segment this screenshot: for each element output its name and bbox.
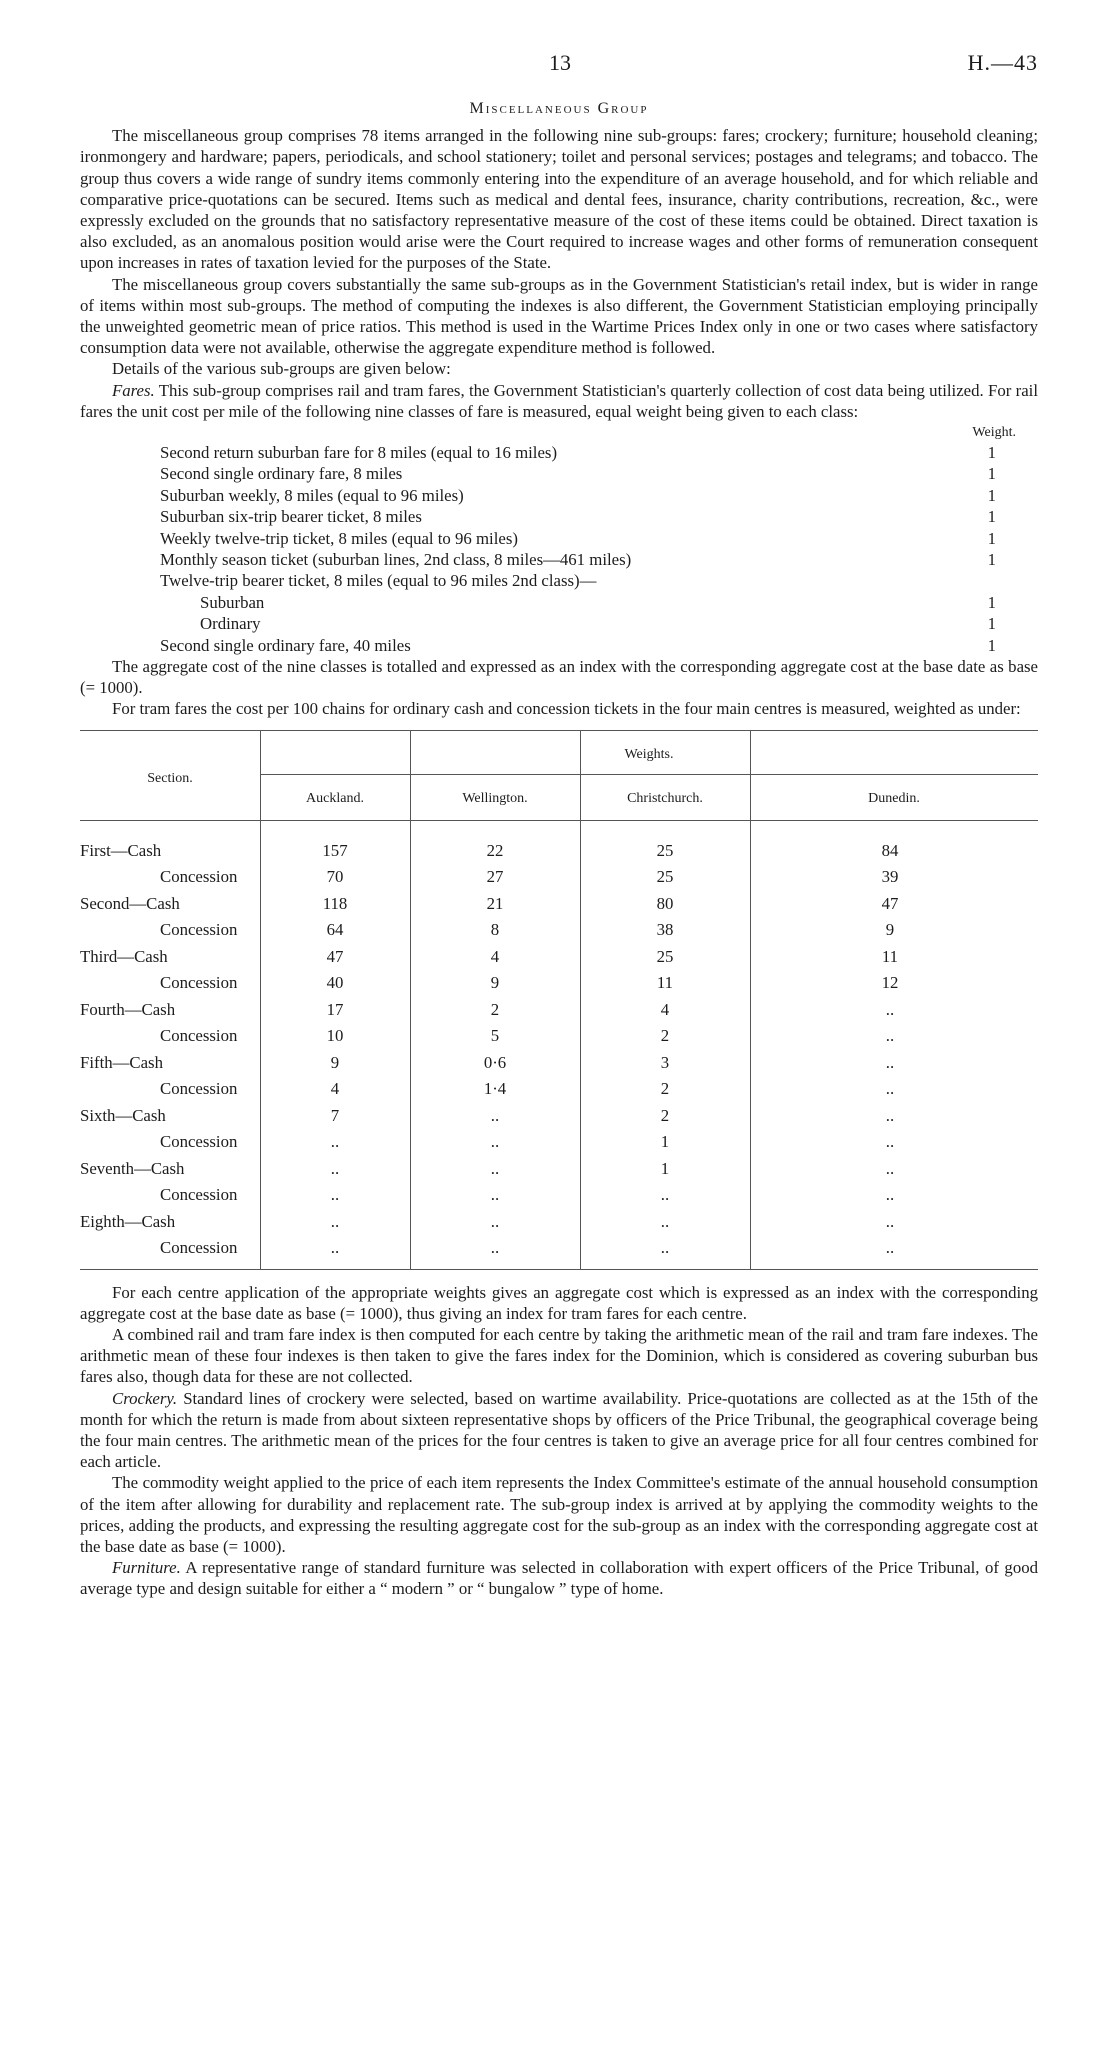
fare-class-weight: 1 (987, 550, 996, 569)
weight-cell: 5 (490, 1026, 500, 1046)
fare-class-weight: 1 (987, 528, 996, 548)
section-label: Seventh—Cash (80, 1158, 185, 1178)
weight-cell: 17 (326, 999, 344, 1019)
furniture-heading: Furniture. (112, 1558, 181, 1578)
weight-cell: .. (330, 1132, 340, 1152)
weight-cell: 8 (490, 920, 500, 940)
fare-class-weight: 1 (987, 614, 996, 634)
table-row (80, 1105, 1038, 1126)
fare-class-label: Suburban weekly, 8 miles (equal to 96 miles) (160, 485, 464, 505)
weight-cell: .. (885, 1211, 895, 1231)
weight-cell: .. (885, 1185, 895, 1205)
document-page (80, 0, 1038, 1600)
fare-class-row (80, 463, 1038, 484)
section-label: Fourth—Cash (80, 999, 176, 1019)
weight-cell: 47 (881, 893, 899, 913)
weight-cell: .. (660, 1211, 670, 1231)
table-row (80, 1131, 1038, 1152)
weight-cell: 40 (326, 973, 344, 993)
body-paragraph: A combined rail and tram fare index is then computed for each centre by taking the arithmetic mean of the rail and tram fare indexes. The arithmetic mean of these four indexes is then taken to give the fares index for the Dominion, which is considered as covering suburban bus fares also, though data for these are not collected. (80, 1324, 1038, 1387)
weight-cell: 11 (881, 946, 899, 966)
fare-class-label: Second single ordinary fare, 8 miles (160, 464, 403, 484)
fare-class-row (80, 528, 1038, 549)
fares-text: This sub-group comprises rail and tram fares, the Government Statistician's quarterly collection of cost data being utilized. For rail fares the unit cost per mile of the following nine classes of fare is measured, equal weight being given to each class: (80, 380, 1038, 421)
table-row (80, 1025, 1038, 1046)
weight-cell: 70 (326, 867, 344, 887)
aggregate-paragraph: The aggregate cost of the nine classes is totalled and expressed as an index with the corresponding aggregate cost at the base date as base (= 1000). (80, 656, 1038, 698)
weight-cell: 1·4 (483, 1079, 507, 1099)
weights-rule (260, 774, 1038, 775)
weight-cell: 2 (660, 1079, 670, 1099)
table-row (80, 999, 1038, 1020)
table-row (80, 893, 1038, 914)
weight-cell: 4 (330, 1079, 340, 1099)
weight-cell: .. (885, 1026, 895, 1046)
furniture-paragraph: Furniture. A representative range of standard furniture was selected in collaboration with expert officers of the Price Tribunal, of good average type and design suitable for either a “ modern ” or “ bungalow ” type of home. (80, 1558, 1038, 1599)
weight-cell: .. (330, 1158, 340, 1178)
crockery-paragraph: Crockery. Standard lines of crockery were selected, based on wartime availability. Price-quotations are collected as at the 15th of the month for which the return is made from about sixteen representative shops by officers of the Price Tribunal, the geographical coverage being the four main centres. The arithmetic mean of the prices for the four centres is taken to give an average price for all four centres combined for each article. (80, 1388, 1038, 1472)
weight-cell: .. (660, 1238, 670, 1258)
fare-class-label: Second return suburban fare for 8 miles (equal to 16 miles) (160, 443, 558, 463)
tram-weights-table (80, 730, 1038, 1270)
weight-cell: 25 (656, 840, 674, 860)
weight-cell: 9 (330, 1052, 340, 1072)
body-paragraph: The commodity weight applied to the price of each item represents the Index Committee's estimate of the annual household consumption of the item after allowing for durability and replacement rate. The sub-group index is arrived at by applying the commodity weights to the prices, adding the products, and expressing the resulting aggregate cost for the sub-group as an index with the corresponding aggregate cost at the base date as base (= 1000). (80, 1473, 1038, 1556)
table-row (80, 1052, 1038, 1073)
section-label: Concession (160, 1026, 238, 1046)
weight-column-header (80, 422, 1038, 442)
weight-cell: .. (490, 1211, 500, 1231)
weight-cell: .. (885, 1052, 895, 1072)
weight-cell: 3 (660, 1052, 670, 1072)
section-title: Miscellaneous Group (469, 100, 649, 117)
column-header-wellington: Wellington. (462, 790, 528, 806)
column-header-auckland: Auckland. (306, 790, 364, 806)
weight-cell: 22 (486, 840, 504, 860)
fare-class-label: Second single ordinary fare, 40 miles (160, 635, 411, 655)
table-row (80, 1237, 1038, 1258)
table-row (80, 866, 1038, 887)
table-row (80, 1078, 1038, 1099)
table-row (80, 919, 1038, 940)
weight-cell: 1 (660, 1158, 670, 1178)
weight-cell: .. (330, 1238, 340, 1258)
crockery-heading: Crockery. (112, 1388, 178, 1408)
section-label: First—Cash (80, 840, 162, 860)
fare-class-row (80, 549, 1038, 570)
fare-class-weight: 1 (987, 443, 996, 463)
tram-paragraph: For tram fares the cost per 100 chains for ordinary cash and concession tickets in the four main centres is measured, weighted as under: (112, 699, 1021, 719)
weight-cell: 0·6 (483, 1052, 507, 1072)
weight-cell: 4 (490, 946, 500, 966)
weight-cell: 10 (326, 1026, 344, 1046)
fare-class-weight: 1 (987, 507, 996, 527)
fare-class-weight: 1 (987, 635, 996, 655)
fare-class-row (80, 485, 1038, 506)
fares-paragraph (80, 380, 1038, 422)
weight-cell: .. (330, 1211, 340, 1231)
rail-fare-classes-list (80, 442, 1038, 656)
column-header-dunedin: Dunedin. (868, 790, 920, 806)
weight-cell: .. (885, 999, 895, 1019)
weight-cell: 9 (885, 920, 895, 940)
weight-cell: .. (490, 1185, 500, 1205)
weight-cell: 25 (656, 946, 674, 966)
fare-class-label: Suburban six-trip bearer ticket, 8 miles (160, 507, 422, 527)
table-row (80, 1158, 1038, 1179)
table-row (80, 972, 1038, 993)
fare-class-weight: 1 (987, 464, 996, 484)
weight-cell: 12 (881, 973, 899, 993)
section-label: Concession (160, 867, 238, 887)
section-column-header: Section. (147, 770, 193, 786)
section-label: Concession (160, 920, 238, 940)
weight-cell: .. (885, 1105, 895, 1125)
intro-paragraph: The miscellaneous group comprises 78 items arranged in the following nine sub-groups: fares; crockery; furniture; household cleaning; ironmongery and hardware; papers, periodicals, and school stationery; toilet and personal services; postages and telegrams; and tobacco. The group thus covers a wide range of sundry items commonly entering into the expenditure of an average household, and for which reliable and comparative price-quotations can be secured. Items such as medical and dental fees, insurance, charity contributions, recreation, &c., were expressly excluded on the grounds that no satisfactory representative measure of the cost of these items could be obtained. Direct taxation is also excluded, as an anomalous position would arise were the Court required to increase wages and other forms of remuneration consequent upon increases in rates of taxation levied for the purposes of the State. (80, 126, 1038, 273)
weight-cell: 47 (326, 946, 344, 966)
weight-cell: .. (885, 1238, 895, 1258)
weight-cell: 38 (656, 920, 674, 940)
weight-cell: 2 (660, 1105, 670, 1125)
intro-paragraph: Details of the various sub-groups are given below: (112, 359, 451, 379)
table-row (80, 946, 1038, 967)
section-label: Fifth—Cash (80, 1052, 163, 1072)
weight-cell: 27 (486, 867, 504, 887)
fare-class-row (80, 635, 1038, 656)
fare-class-label: Weekly twelve-trip ticket, 8 miles (equal to 96 miles) (160, 528, 518, 548)
weight-cell: .. (885, 1079, 895, 1099)
weight-cell: .. (885, 1132, 895, 1152)
body-paragraph: For each centre application of the appropriate weights gives an aggregate cost which is expressed as an index with the corresponding aggregate cost at the base date as base (= 1000), thus giving an index for tram fares for each centre. (80, 1282, 1038, 1323)
table-row (80, 840, 1038, 861)
intro-paragraph: The miscellaneous group covers substantially the same sub-groups as in the Government Statistician's retail index, but is wider in range of items within most sub-groups. The method of computing the indexes is also different, the Government Statistician employing principally the unweighted geometric mean of price ratios. This method is used in the Wartime Prices Index only in one or two cases where satisfactory consumption data were not available, otherwise the aggregate expenditure method is followed. (80, 274, 1038, 358)
weight-cell: 7 (330, 1105, 340, 1125)
section-label: Sixth—Cash (80, 1105, 166, 1125)
weight-cell: 1 (660, 1132, 670, 1152)
column-header-christchurch: Christchurch. (627, 790, 703, 806)
table-top-rule (80, 730, 1038, 731)
weight-cell: .. (330, 1185, 340, 1205)
fare-class-row (80, 506, 1038, 527)
fare-class-row (80, 592, 1038, 613)
section-label: Eighth—Cash (80, 1211, 176, 1231)
weight-cell: 2 (490, 999, 500, 1019)
weight-cell: 39 (881, 867, 899, 887)
page-number: 13 (549, 50, 571, 75)
fare-class-row (80, 613, 1038, 634)
fare-class-label: Ordinary (200, 614, 261, 634)
fare-class-weight: 1 (987, 592, 996, 612)
weight-cell: .. (490, 1132, 500, 1152)
fare-class-label: Twelve-trip bearer ticket, 8 miles (equal to 96 miles 2nd class)— (160, 571, 597, 591)
fare-class-weight: 1 (987, 485, 996, 505)
fare-class-label: Suburban (200, 592, 265, 612)
section-label: Concession (160, 1238, 238, 1258)
section-label: Third—Cash (80, 946, 168, 966)
weight-cell: 2 (660, 1026, 670, 1046)
fare-class-row (80, 442, 1038, 463)
table-row (80, 1211, 1038, 1232)
weight-cell: .. (660, 1185, 670, 1205)
weight-cell: .. (490, 1105, 500, 1125)
weight-cell: 21 (486, 893, 504, 913)
weight-cell: 80 (656, 893, 674, 913)
weight-cell: 25 (656, 867, 674, 887)
fare-class-row (80, 570, 1038, 591)
weight-cell: 11 (656, 973, 674, 993)
weights-column-header: Weights. (624, 746, 674, 762)
weight-cell: 9 (490, 973, 500, 993)
weight-cell: 118 (322, 893, 348, 913)
section-label: Second—Cash (80, 893, 180, 913)
intro-text (80, 125, 1038, 379)
closing-text (80, 1282, 1038, 1600)
weight-cell: 4 (660, 999, 670, 1019)
weight-cell: .. (490, 1158, 500, 1178)
weight-cell: 157 (322, 840, 348, 860)
table-row (80, 1184, 1038, 1205)
section-label: Concession (160, 1079, 238, 1099)
header-bottom-rule (80, 820, 1038, 821)
page-header (80, 0, 1038, 92)
weight-cell: .. (885, 1158, 895, 1178)
weight-cell: 64 (326, 920, 344, 940)
document-reference: H.—43 (967, 50, 1038, 75)
table-bottom-rule (80, 1269, 1038, 1270)
weight-cell: .. (490, 1238, 500, 1258)
fares-heading: Fares. (112, 380, 155, 400)
weight-header-label: Weight. (972, 425, 1016, 441)
fare-class-label: Monthly season ticket (suburban lines, 2nd class, 8 miles—461 miles) (160, 550, 632, 569)
section-label: Concession (160, 973, 238, 993)
section-label: Concession (160, 1132, 238, 1152)
section-label: Concession (160, 1185, 238, 1205)
weight-cell: 84 (881, 840, 899, 860)
